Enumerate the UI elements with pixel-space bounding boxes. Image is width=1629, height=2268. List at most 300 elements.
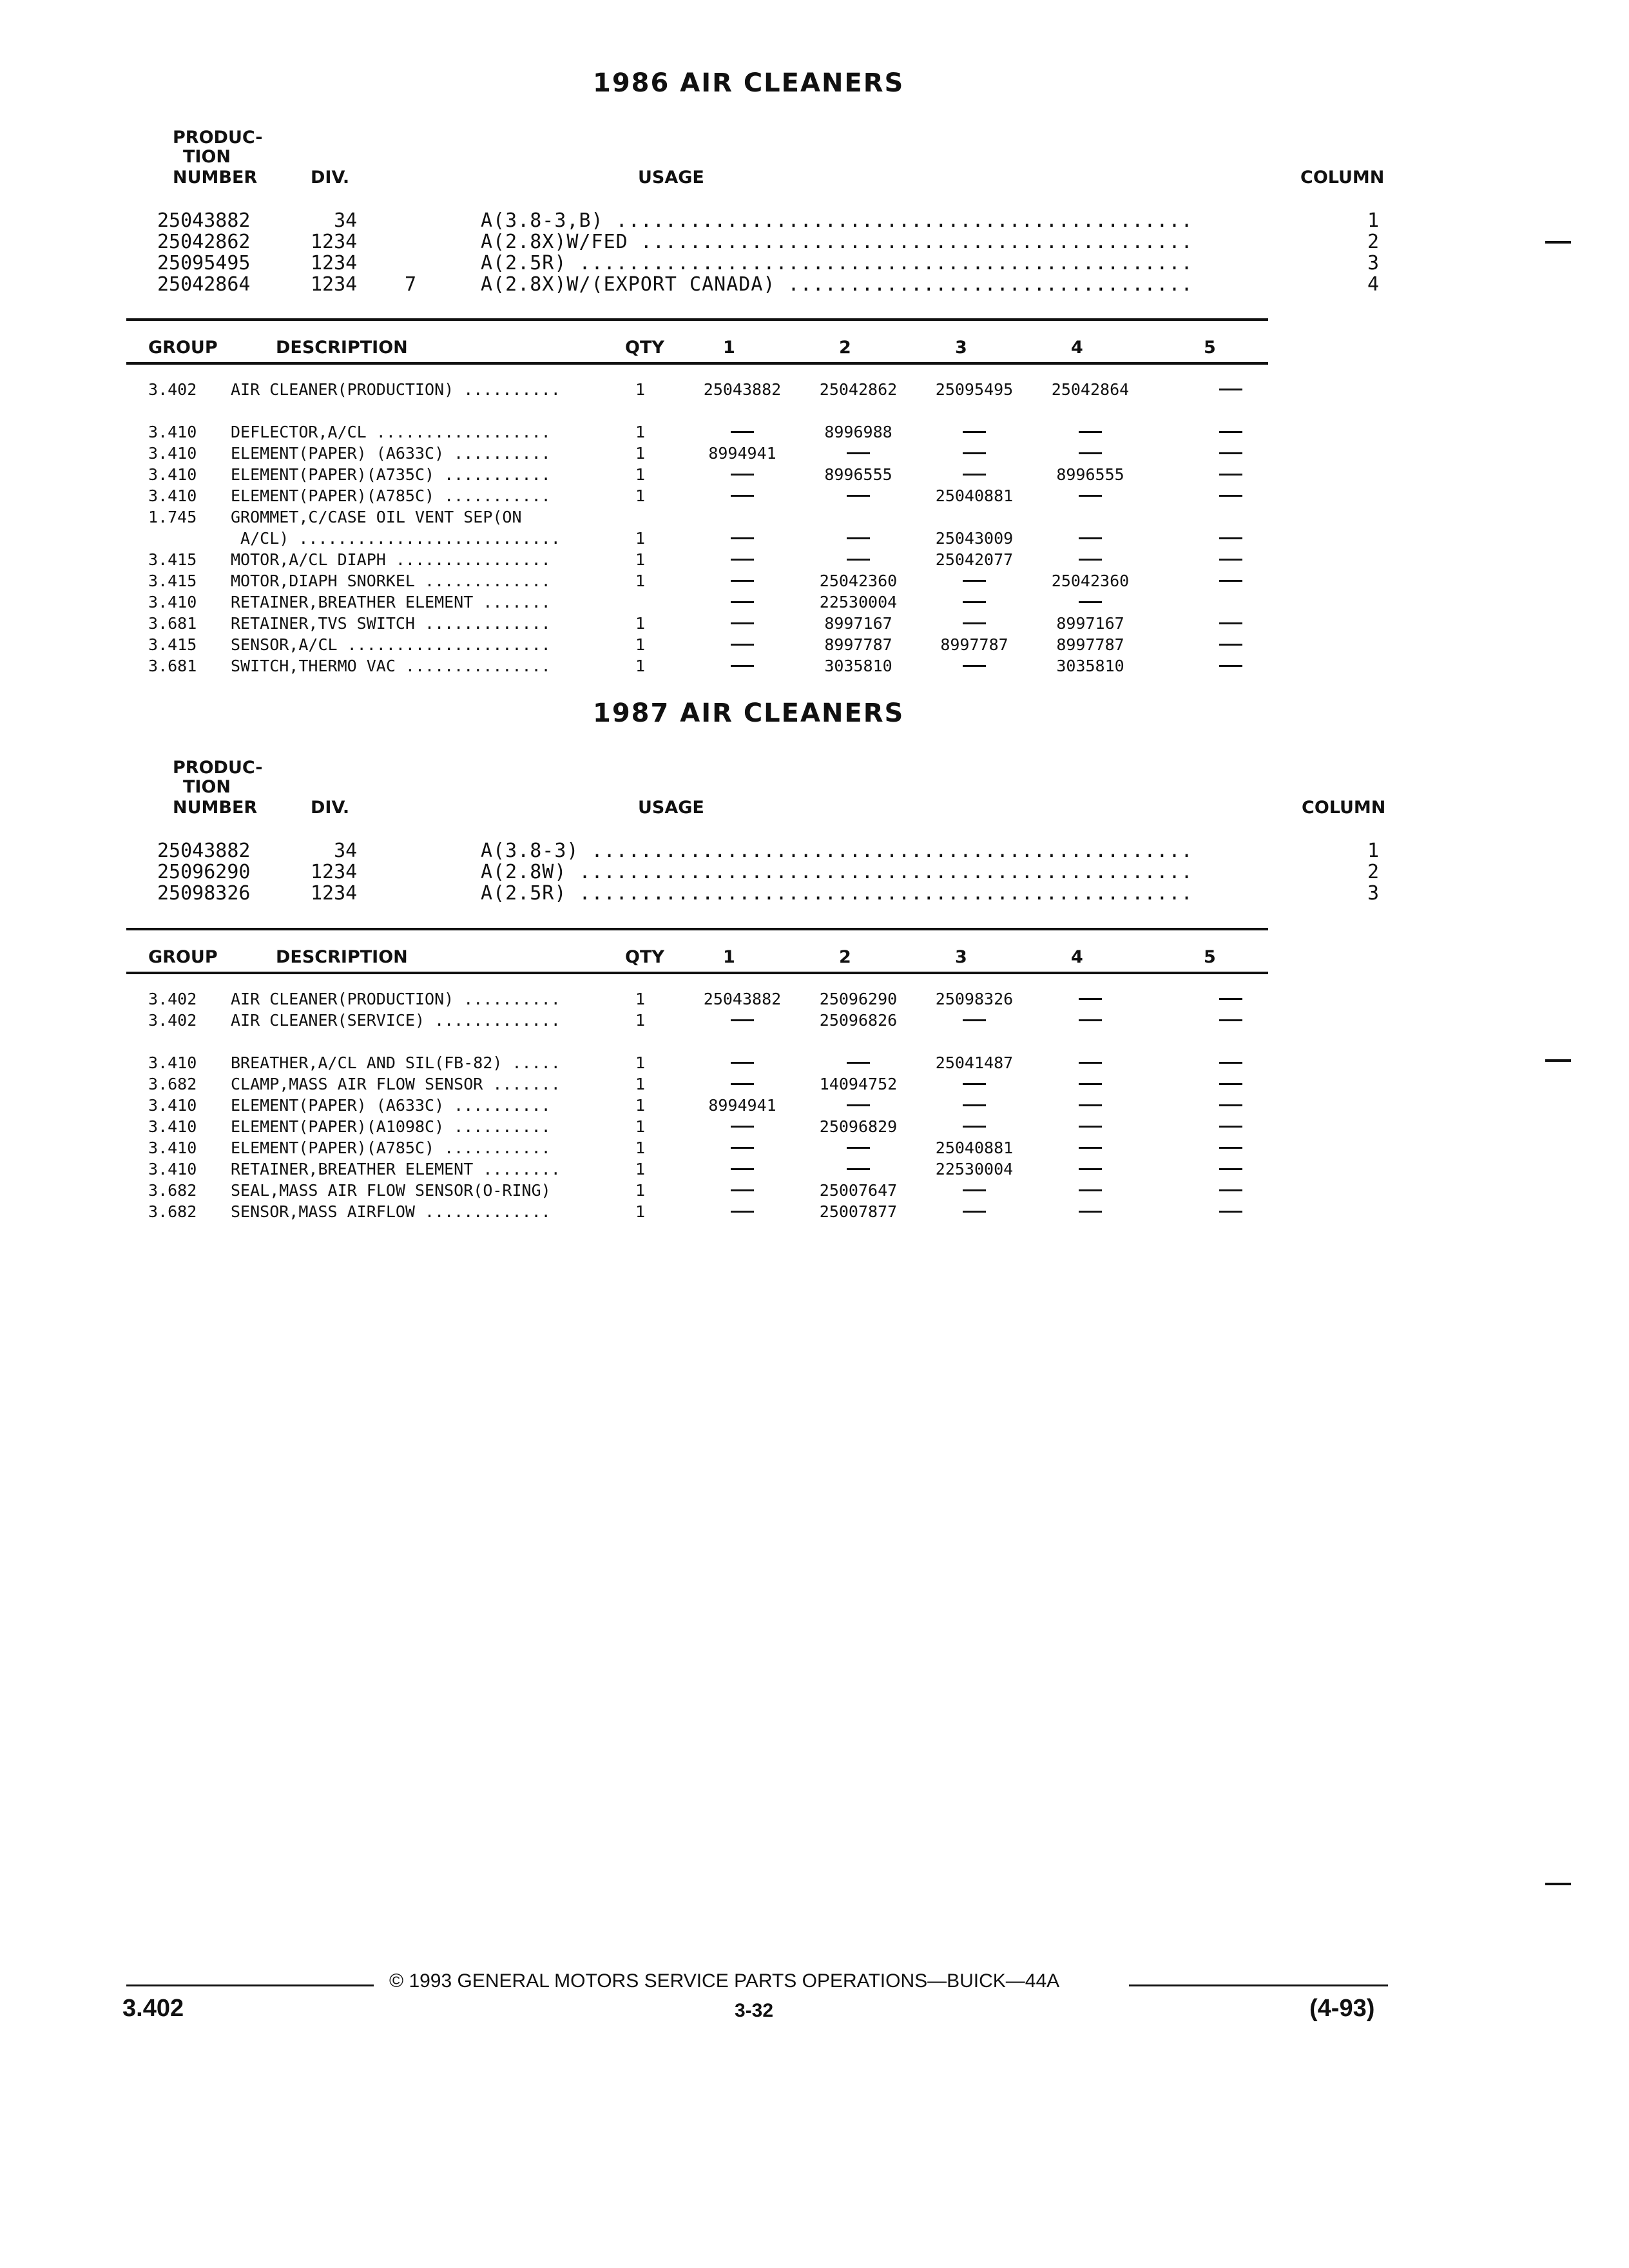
- part-description: ELEMENT(PAPER) (A633C) ..........: [231, 444, 551, 463]
- empty-cell-dash: [1032, 1010, 1148, 1031]
- divider-rule: [126, 362, 1268, 365]
- part-qty: 1: [635, 614, 646, 633]
- empty-cell-dash: [1173, 1137, 1289, 1158]
- part-qty: 1: [635, 529, 646, 548]
- empty-cell-dash: [916, 464, 1032, 485]
- dash-mark: [963, 665, 986, 667]
- col-header-5: 5: [1204, 338, 1216, 358]
- empty-cell-dash: [1173, 1052, 1289, 1073]
- header-column: COLUMN: [1300, 168, 1385, 187]
- dash-mark: [1219, 537, 1242, 539]
- dash-mark: [963, 580, 986, 582]
- section-title-1987: 1987 AIR CLEANERS: [593, 698, 905, 728]
- empty-cell-dash: [1173, 1180, 1289, 1201]
- dash-mark: [1079, 452, 1102, 454]
- dash-mark: [731, 601, 754, 603]
- production-number: 25043882: [157, 209, 251, 232]
- part-qty: 1: [635, 1160, 646, 1178]
- dash-mark: [731, 474, 754, 476]
- dash-mark: [963, 452, 986, 454]
- part-group: 3.415: [148, 550, 197, 569]
- division: 1234: [311, 273, 358, 296]
- part-qty: 1: [635, 1202, 646, 1221]
- part-qty: 1: [635, 657, 646, 675]
- usage-text: A(2.8X)W/FED .............................................: [481, 231, 1193, 253]
- empty-cell-dash: [916, 570, 1032, 591]
- dash-mark: [1079, 1104, 1102, 1106]
- part-group: 3.410: [148, 593, 197, 611]
- empty-cell-dash: [684, 1201, 800, 1222]
- part-group: 3.410: [148, 1096, 197, 1115]
- part-description: AIR CLEANER(SERVICE) .............: [231, 1011, 561, 1030]
- dash-mark: [1219, 580, 1242, 582]
- empty-cell-dash: [1173, 1201, 1289, 1222]
- col-header-4: 4: [1071, 338, 1083, 358]
- part-qty: 1: [635, 444, 646, 463]
- dash-mark: [1079, 1083, 1102, 1085]
- empty-cell-dash: [916, 655, 1032, 677]
- dash-mark: [1079, 1168, 1102, 1170]
- footer-date: (4-93): [1309, 1995, 1375, 2022]
- empty-cell-dash: [800, 1158, 916, 1180]
- dash-mark: [963, 1189, 986, 1191]
- dash-mark: [731, 644, 754, 646]
- part-group: 3.402: [148, 1011, 197, 1030]
- empty-cell-dash: [1173, 421, 1289, 443]
- empty-cell-dash: [1032, 1137, 1148, 1158]
- empty-cell-dash: [684, 528, 800, 549]
- dash-mark: [1079, 998, 1102, 1000]
- dash-mark: [847, 452, 870, 454]
- dash-mark: [963, 1211, 986, 1213]
- empty-cell-dash: [1173, 379, 1289, 400]
- part-qty: 1: [635, 465, 646, 484]
- part-group: 3.402: [148, 990, 197, 1008]
- part-description: DEFLECTOR,A/CL ..................: [231, 423, 551, 441]
- col-header-3: 3: [955, 338, 967, 358]
- part-group: 3.682: [148, 1075, 197, 1093]
- col-header-3: 3: [955, 947, 967, 967]
- empty-cell-dash: [684, 1137, 800, 1158]
- header-div: DIV.: [311, 798, 350, 818]
- dash-mark: [731, 1019, 754, 1021]
- part-description: RETAINER,TVS SWITCH .............: [231, 614, 551, 633]
- production-number: 25098326: [157, 882, 251, 905]
- dash-mark: [1079, 1211, 1102, 1213]
- part-number: 25096290: [819, 990, 898, 1008]
- part-number: 8996555: [1056, 465, 1124, 484]
- dash-mark: [1219, 1168, 1242, 1170]
- empty-cell-dash: [684, 1180, 800, 1201]
- part-description: RETAINER,BREATHER ELEMENT .......: [231, 593, 551, 611]
- division: 1234: [311, 231, 358, 253]
- dash-mark: [1219, 1083, 1242, 1085]
- dash-mark: [1079, 601, 1102, 603]
- empty-cell-dash: [1032, 1095, 1148, 1116]
- part-number: 25007647: [819, 1181, 898, 1200]
- header-production-3: NUMBER: [173, 798, 258, 818]
- dash-mark: [731, 1211, 754, 1213]
- empty-cell-dash: [1032, 1180, 1148, 1201]
- usage-text: A(3.8-3,B) ...............................................: [481, 209, 1193, 232]
- part-number: 8997787: [940, 635, 1008, 654]
- part-group: 3.682: [148, 1202, 197, 1221]
- empty-cell-dash: [684, 464, 800, 485]
- part-qty: 1: [635, 1075, 646, 1093]
- col-header-5: 5: [1204, 947, 1216, 967]
- column-number: 2: [1367, 231, 1380, 253]
- empty-cell-dash: [1032, 443, 1148, 464]
- dash-mark: [731, 431, 754, 433]
- header-usage: USAGE: [638, 168, 704, 187]
- empty-cell-dash: [916, 613, 1032, 634]
- margin-mark: [1545, 241, 1571, 244]
- part-description: GROMMET,C/CASE OIL VENT SEP(ON: [231, 508, 522, 526]
- column-number: 1: [1367, 840, 1380, 862]
- empty-cell-dash: [916, 443, 1032, 464]
- header-production-1: PRODUC-: [173, 758, 263, 778]
- part-description: AIR CLEANER(PRODUCTION) ..........: [231, 380, 561, 399]
- part-number: 25043009: [935, 529, 1014, 548]
- part-group: 3.410: [148, 1053, 197, 1072]
- header-production-1: PRODUC-: [173, 128, 263, 148]
- dash-mark: [731, 559, 754, 561]
- dash-mark: [731, 1168, 754, 1170]
- part-number: 22530004: [935, 1160, 1014, 1178]
- dash-mark: [731, 1147, 754, 1149]
- header-production-2: TION: [183, 147, 231, 167]
- empty-cell-dash: [1032, 1158, 1148, 1180]
- empty-cell-dash: [1032, 1073, 1148, 1095]
- footer-page-number: 3-32: [735, 2000, 774, 2021]
- usage-text: A(2.8W) ..................................................: [481, 861, 1193, 883]
- usage-text: A(2.5R) ..................................................: [481, 252, 1193, 274]
- empty-cell-dash: [800, 1095, 916, 1116]
- empty-cell-dash: [916, 421, 1032, 443]
- footer-copyright: © 1993 GENERAL MOTORS SERVICE PARTS OPERATIONS—BUICK—44A: [389, 1970, 1060, 1992]
- dash-mark: [1219, 1126, 1242, 1128]
- part-description: ELEMENT(PAPER)(A735C) ...........: [231, 465, 551, 484]
- dash-mark: [731, 1083, 754, 1085]
- empty-cell-dash: [684, 549, 800, 570]
- dash-mark: [1219, 644, 1242, 646]
- column-number: 4: [1367, 273, 1380, 296]
- part-description: ELEMENT(PAPER)(A785C) ...........: [231, 486, 551, 505]
- empty-cell-dash: [1173, 485, 1289, 506]
- dash-mark: [963, 1019, 986, 1021]
- part-group: 3.681: [148, 614, 197, 633]
- col-header-2: 2: [839, 947, 851, 967]
- dash-mark: [963, 622, 986, 624]
- part-description: SWITCH,THERMO VAC ...............: [231, 657, 551, 675]
- divider-rule: [126, 928, 1268, 930]
- part-number: 25040881: [935, 1139, 1014, 1157]
- part-number: 25098326: [935, 990, 1014, 1008]
- col-header-4: 4: [1071, 947, 1083, 967]
- empty-cell-dash: [1173, 443, 1289, 464]
- empty-cell-dash: [800, 485, 916, 506]
- empty-cell-dash: [916, 1116, 1032, 1137]
- part-group: 3.681: [148, 657, 197, 675]
- part-group: 1.745: [148, 508, 197, 526]
- dash-mark: [1079, 1126, 1102, 1128]
- part-number: 8994941: [708, 1096, 776, 1115]
- empty-cell-dash: [1173, 570, 1289, 591]
- division: 1234: [311, 252, 358, 274]
- col-header-group: GROUP: [148, 947, 218, 967]
- part-number: 25096826: [819, 1011, 898, 1030]
- dash-mark: [847, 1147, 870, 1149]
- footer-rule-left: [126, 1984, 374, 1986]
- part-number: 25042864: [1051, 380, 1130, 399]
- part-description: SENSOR,A/CL .....................: [231, 635, 551, 654]
- empty-cell-dash: [1173, 1095, 1289, 1116]
- dash-mark: [1079, 1062, 1102, 1064]
- footer-rule-right: [1129, 1984, 1388, 1986]
- part-description: RETAINER,BREATHER ELEMENT ........: [231, 1160, 561, 1178]
- part-qty: 1: [635, 486, 646, 505]
- empty-cell-dash: [1032, 421, 1148, 443]
- dash-mark: [963, 431, 986, 433]
- division: 34: [311, 840, 358, 862]
- dash-mark: [1219, 389, 1242, 390]
- production-number: 25095495: [157, 252, 251, 274]
- dash-mark: [1079, 1019, 1102, 1021]
- dash-mark: [1079, 1147, 1102, 1149]
- empty-cell-dash: [1173, 464, 1289, 485]
- empty-cell-dash: [1173, 1073, 1289, 1095]
- empty-cell-dash: [684, 1116, 800, 1137]
- empty-cell-dash: [1032, 1116, 1148, 1137]
- production-number: 25042864: [157, 273, 251, 296]
- part-group: 3.415: [148, 635, 197, 654]
- dash-mark: [1219, 495, 1242, 497]
- part-number: 25042077: [935, 550, 1014, 569]
- dash-mark: [847, 559, 870, 561]
- part-group: 3.410: [148, 423, 197, 441]
- empty-cell-dash: [916, 1095, 1032, 1116]
- header-production-2: TION: [183, 777, 231, 797]
- part-number: 8997167: [824, 614, 892, 633]
- part-qty: 1: [635, 1181, 646, 1200]
- empty-cell-dash: [1173, 1116, 1289, 1137]
- dash-mark: [963, 474, 986, 476]
- usage-text: A(2.8X)W/(EXPORT CANADA) .................................: [481, 273, 1193, 296]
- empty-cell-dash: [1032, 988, 1148, 1010]
- part-group: 3.402: [148, 380, 197, 399]
- production-number: 25096290: [157, 861, 251, 883]
- empty-cell-dash: [684, 591, 800, 613]
- part-number: 8994941: [708, 444, 776, 463]
- part-group: 3.682: [148, 1181, 197, 1200]
- part-description: MOTOR,DIAPH SNORKEL .............: [231, 572, 551, 590]
- empty-cell-dash: [1173, 613, 1289, 634]
- dash-mark: [1219, 1062, 1242, 1064]
- part-number: 8996988: [824, 423, 892, 441]
- empty-cell-dash: [684, 655, 800, 677]
- part-qty: 1: [635, 572, 646, 590]
- dash-mark: [731, 580, 754, 582]
- part-number: 8996555: [824, 465, 892, 484]
- division: 1234: [311, 861, 358, 883]
- dash-mark: [963, 1104, 986, 1106]
- part-group: 3.410: [148, 486, 197, 505]
- part-qty: 1: [635, 1053, 646, 1072]
- dash-mark: [1079, 1189, 1102, 1191]
- dash-mark: [731, 537, 754, 539]
- part-group: 3.410: [148, 1139, 197, 1157]
- part-description: AIR CLEANER(PRODUCTION) ..........: [231, 990, 561, 1008]
- empty-cell-dash: [684, 1073, 800, 1095]
- part-qty: 1: [635, 990, 646, 1008]
- part-number: 8997787: [824, 635, 892, 654]
- empty-cell-dash: [684, 1010, 800, 1031]
- dash-mark: [1079, 495, 1102, 497]
- part-number: 25096829: [819, 1117, 898, 1136]
- empty-cell-dash: [916, 1201, 1032, 1222]
- production-number: 25042862: [157, 231, 251, 253]
- part-description: SEAL,MASS AIR FLOW SENSOR(O-RING): [231, 1181, 551, 1200]
- dash-mark: [847, 1104, 870, 1106]
- col-header-1: 1: [723, 338, 735, 358]
- empty-cell-dash: [684, 634, 800, 655]
- empty-cell-dash: [684, 485, 800, 506]
- col-header-qty: QTY: [625, 947, 664, 967]
- col-header-group: GROUP: [148, 338, 218, 358]
- part-number: 3035810: [824, 657, 892, 675]
- empty-cell-dash: [1173, 549, 1289, 570]
- part-number: 25007877: [819, 1202, 898, 1221]
- dash-mark: [963, 601, 986, 603]
- empty-cell-dash: [1032, 549, 1148, 570]
- dash-mark: [847, 1168, 870, 1170]
- col-header-2: 2: [839, 338, 851, 358]
- part-description: BREATHER,A/CL AND SIL(FB-82) .....: [231, 1053, 561, 1072]
- divider-rule: [126, 318, 1268, 321]
- dash-mark: [1219, 665, 1242, 667]
- part-group: 3.410: [148, 1117, 197, 1136]
- section-title-1986: 1986 AIR CLEANERS: [593, 68, 905, 98]
- empty-cell-dash: [916, 1010, 1032, 1031]
- header-column: COLUMN: [1302, 798, 1386, 818]
- empty-cell-dash: [1032, 1201, 1148, 1222]
- dash-mark: [1219, 622, 1242, 624]
- dash-mark: [731, 1126, 754, 1128]
- part-number: 25042360: [819, 572, 898, 590]
- part-number: 14094752: [819, 1075, 898, 1093]
- empty-cell-dash: [1173, 655, 1289, 677]
- empty-cell-dash: [684, 570, 800, 591]
- col-header-qty: QTY: [625, 338, 664, 358]
- empty-cell-dash: [1173, 988, 1289, 1010]
- empty-cell-dash: [1173, 634, 1289, 655]
- dash-mark: [731, 495, 754, 497]
- part-number: 22530004: [819, 593, 898, 611]
- part-qty: 1: [635, 635, 646, 654]
- empty-cell-dash: [1173, 1158, 1289, 1180]
- empty-cell-dash: [916, 1073, 1032, 1095]
- column-number: 1: [1367, 209, 1380, 232]
- part-number: 25042360: [1051, 572, 1130, 590]
- part-qty: 1: [635, 423, 646, 441]
- part-qty: 1: [635, 1011, 646, 1030]
- dash-mark: [1219, 559, 1242, 561]
- empty-cell-dash: [1173, 528, 1289, 549]
- part-number: 25043882: [703, 380, 782, 399]
- dash-mark: [1219, 1019, 1242, 1021]
- part-qty: 1: [635, 380, 646, 399]
- part-group: 3.410: [148, 1160, 197, 1178]
- usage-text: A(2.5R) ..................................................: [481, 882, 1193, 905]
- empty-cell-dash: [800, 1137, 916, 1158]
- dash-mark: [731, 622, 754, 624]
- part-group: 3.415: [148, 572, 197, 590]
- header-div: DIV.: [311, 168, 350, 187]
- empty-cell-dash: [684, 1158, 800, 1180]
- part-group: 3.410: [148, 444, 197, 463]
- part-number: 25041487: [935, 1053, 1014, 1072]
- empty-cell-dash: [800, 528, 916, 549]
- part-number: 8997167: [1056, 614, 1124, 633]
- header-production-3: NUMBER: [173, 168, 258, 187]
- dash-mark: [1219, 431, 1242, 433]
- empty-cell-dash: [1032, 591, 1148, 613]
- part-qty: 1: [635, 1117, 646, 1136]
- empty-cell-dash: [916, 591, 1032, 613]
- dash-mark: [731, 1062, 754, 1064]
- dash-mark: [731, 1189, 754, 1191]
- part-qty: 1: [635, 1096, 646, 1115]
- empty-cell-dash: [800, 549, 916, 570]
- empty-cell-dash: [800, 1052, 916, 1073]
- usage-text: A(3.8-3) .................................................: [481, 840, 1193, 862]
- empty-cell-dash: [684, 421, 800, 443]
- empty-cell-dash: [1032, 485, 1148, 506]
- dash-mark: [1219, 474, 1242, 476]
- dash-mark: [1219, 998, 1242, 1000]
- dash-mark: [1219, 1104, 1242, 1106]
- empty-cell-dash: [1032, 1052, 1148, 1073]
- empty-cell-dash: [1173, 1010, 1289, 1031]
- production-number: 25043882: [157, 840, 251, 862]
- part-number: 25095495: [935, 380, 1014, 399]
- margin-mark: [1545, 1059, 1571, 1062]
- empty-cell-dash: [1032, 528, 1148, 549]
- column-number: 2: [1367, 861, 1380, 883]
- part-number: 25040881: [935, 486, 1014, 505]
- dash-mark: [847, 495, 870, 497]
- column-number: 3: [1367, 252, 1380, 274]
- col-header-1: 1: [723, 947, 735, 967]
- part-number: 8997787: [1056, 635, 1124, 654]
- part-group: 3.410: [148, 465, 197, 484]
- dash-mark: [1079, 431, 1102, 433]
- empty-cell-dash: [916, 1180, 1032, 1201]
- part-description: ELEMENT(PAPER)(A1098C) ..........: [231, 1117, 551, 1136]
- empty-cell-dash: [800, 443, 916, 464]
- dash-mark: [847, 537, 870, 539]
- part-description: ELEMENT(PAPER) (A633C) ..........: [231, 1096, 551, 1115]
- divider-rule: [126, 972, 1268, 974]
- part-description: MOTOR,A/CL DIAPH ................: [231, 550, 551, 569]
- column-number: 3: [1367, 882, 1380, 905]
- dash-mark: [963, 1126, 986, 1128]
- division-extra: 7: [405, 273, 417, 296]
- empty-cell-dash: [684, 613, 800, 634]
- dash-mark: [963, 1083, 986, 1085]
- col-header-description: DESCRIPTION: [276, 338, 408, 358]
- margin-mark: [1545, 1883, 1571, 1885]
